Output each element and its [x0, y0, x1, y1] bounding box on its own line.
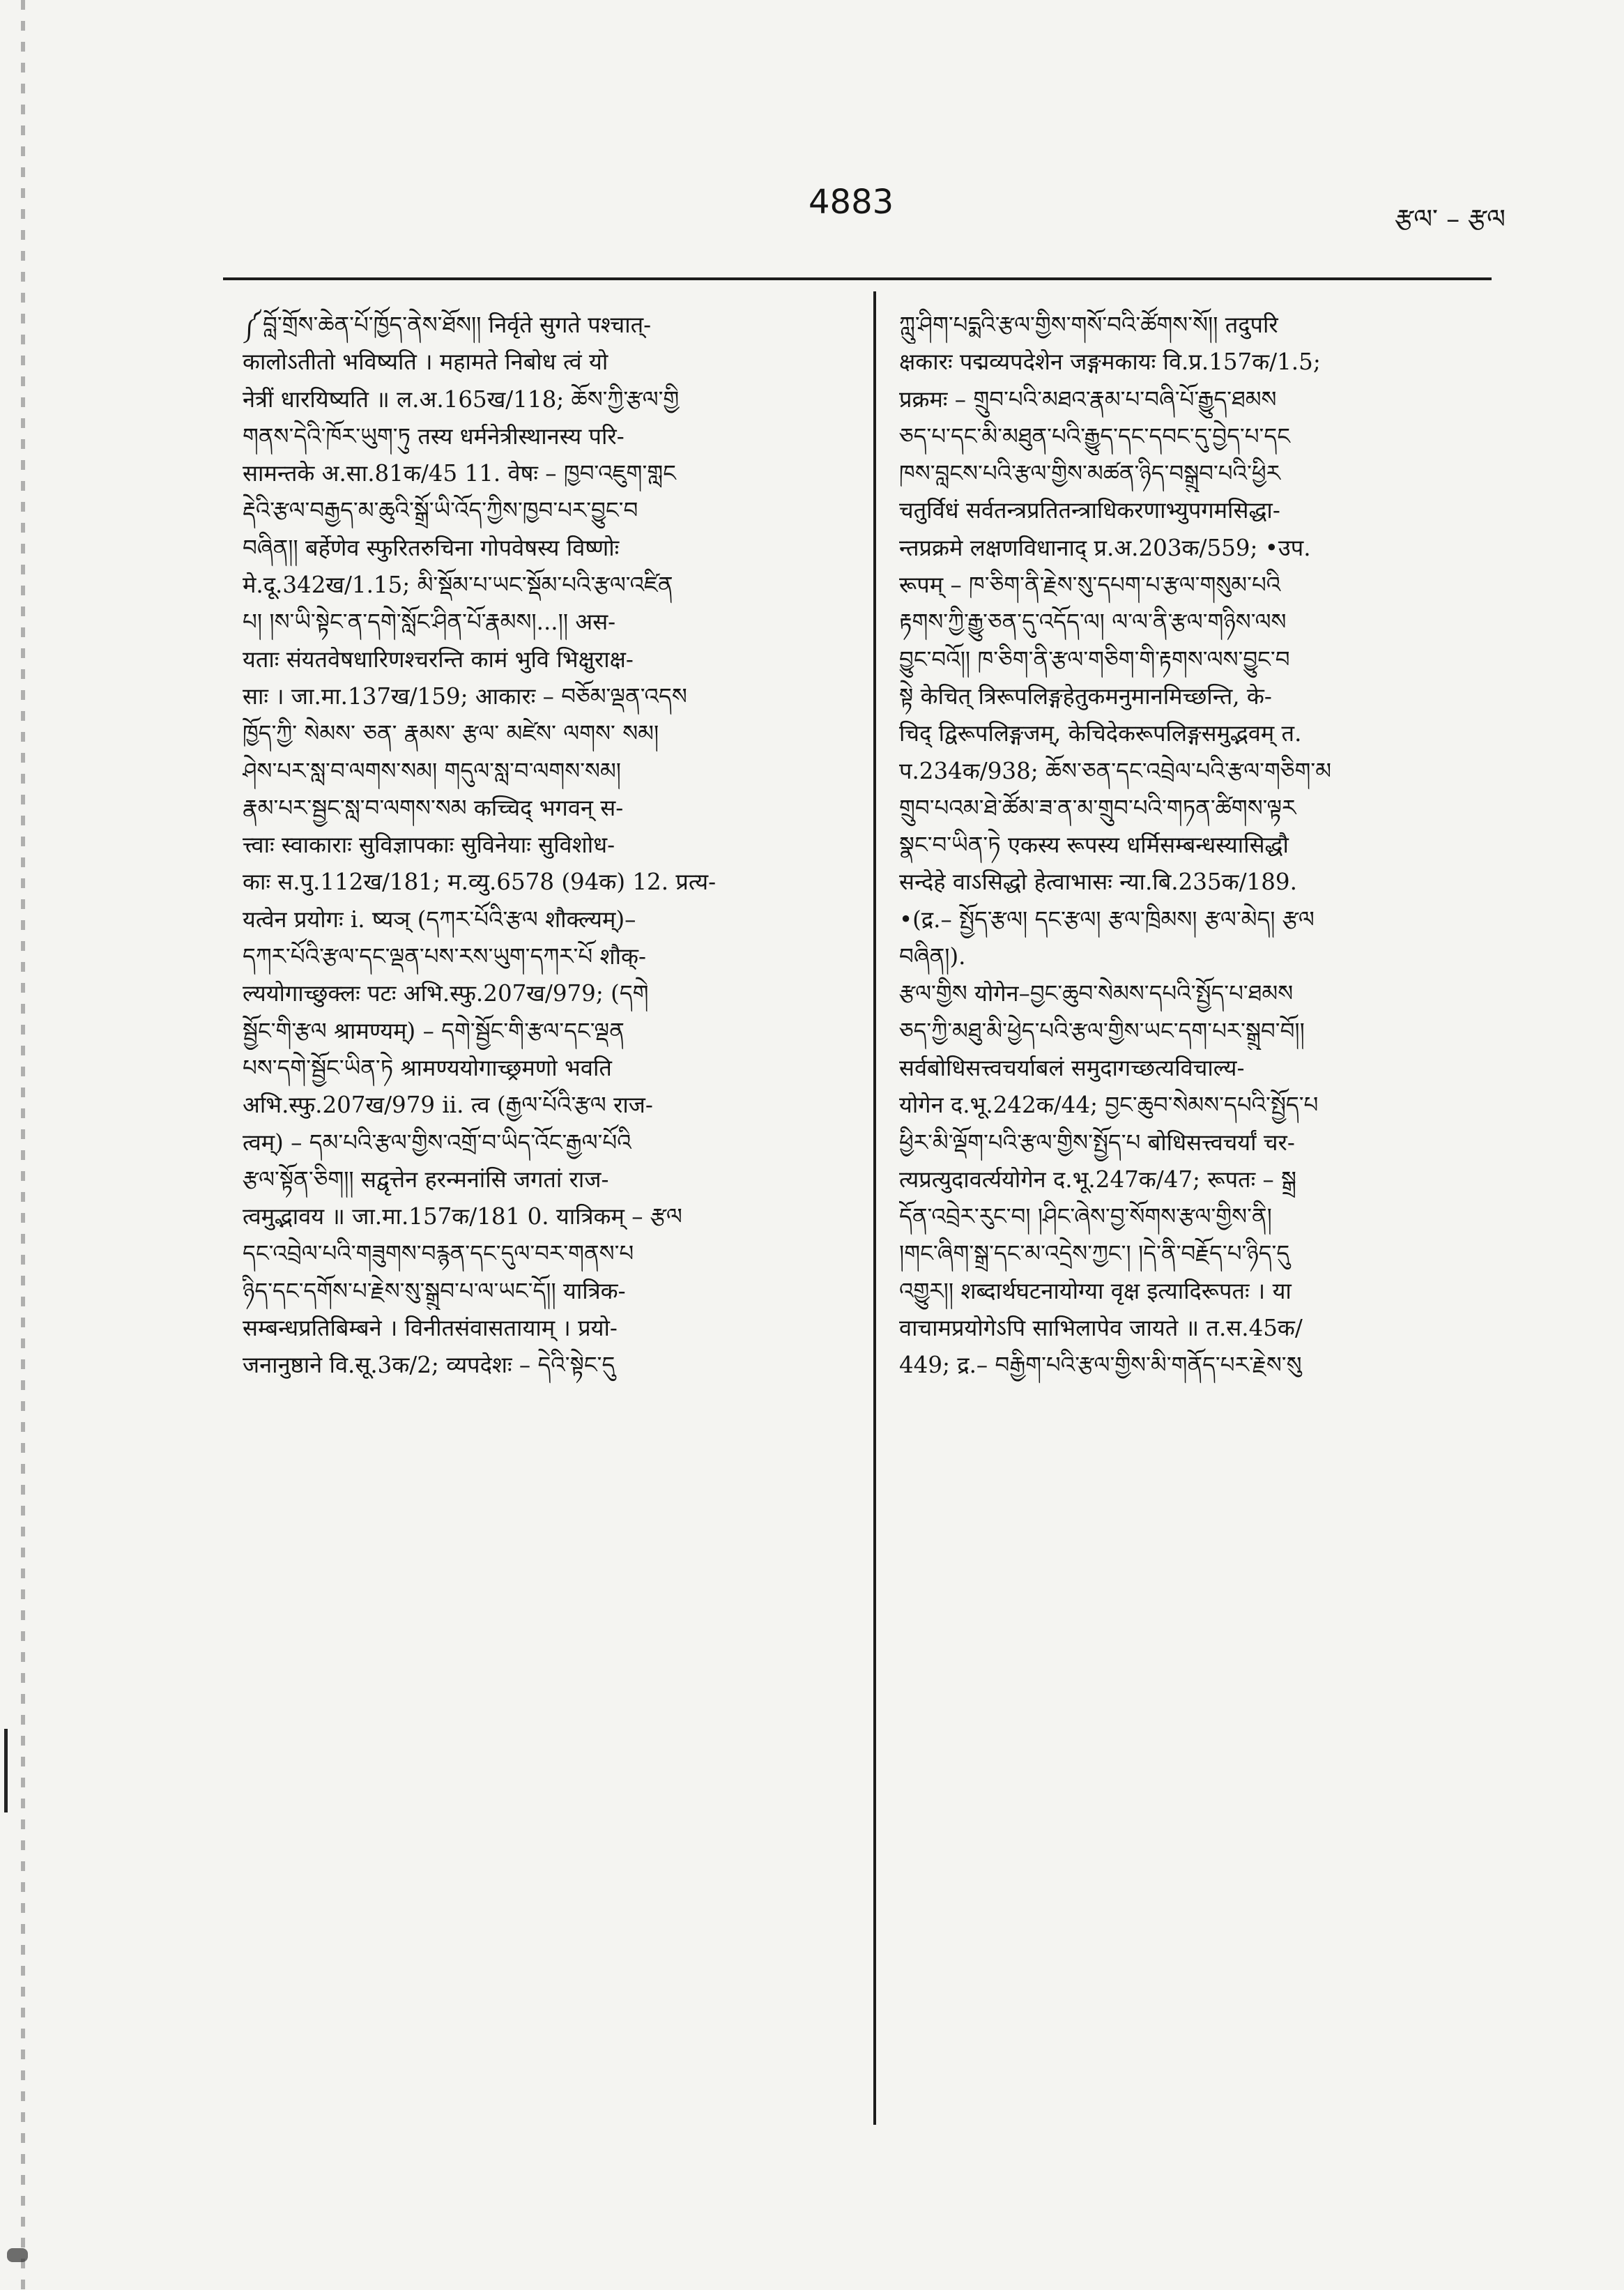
text-line: རྩལ་སྟོན་ཅིག།། सद्वृत्तेन हरन्मनांसि जगतां राज- — [243, 1166, 609, 1193]
running-head: རྩལ་ – རྩལ — [1395, 204, 1506, 234]
text-line: सामन्तके अ.सा.81क/45 11. वेषः – ཁྱབ་འཇུག་གླང — [243, 460, 676, 487]
text-line: ༼བློ་གྲོས་ཆེན་པོ་ཁྱོད་ནེས་ཐོས།། निर्वृते सुगते पश्चात्- — [243, 312, 652, 338]
text-line: རྩལ་གྱིས योगेन–བྱང་ཆུབ་སེམས་དཔའི་སྤྱོད་པ་ཐམས — [899, 980, 1294, 1007]
text-line: सन्देहे वाऽसिद्धो हेत्वाभासः न्या.बि.235क/189. — [899, 869, 1297, 896]
right-column — [899, 307, 1495, 2133]
text-line: གྲུབ་པའམ་ཐེ་ཚོམ་ཟ་ན་མ་གྲུབ་པའི་གཏན་ཚིགས་ལྟར — [899, 794, 1296, 821]
text-line: བཞིན།). — [899, 943, 966, 970]
text-line: པས་དགེ་སྦྱོང་ཡིན་ཏེ श्रामण्ययोगाच्छ्रमणो भवति — [243, 1054, 612, 1081]
text-line: དཀར་པོའི་རྩལ་དང་ལྡན་པས་རས་ཡུག་དཀར་པོ शौक्- — [243, 943, 646, 970]
text-line: त्त्वाः स्वाकाराः सुविज्ञापकाः सुविनेयाः सुविशोध- — [243, 832, 615, 859]
text-line: योगेन द.भू.242क/44; བྱང་ཆུབ་སེམས་དཔའི་སྤྱོད་པ — [899, 1092, 1319, 1119]
text-line: སྟེ केचित् त्रिरूपलिङ्गहेतुकमनुमानमिच्छन्ति, के- — [899, 682, 1272, 710]
text-line: रूपम् – ཁ་ཅིག་ནི་རྗེས་སུ་དཔག་པ་རྩལ་གསུམ་པའི — [899, 572, 1281, 599]
scan-edge — [21, 0, 25, 2290]
text-line: 449; द्र.– བརྒྱིག་པའི་རྩལ་གྱིས་མི་གནོད་པར་རྗེས་སུ — [899, 1352, 1302, 1379]
text-line: वाचामप्रयोगेऽपि साभिलापेव जायते ॥ त.स.45क/ — [899, 1315, 1303, 1342]
text-line: བཞིན།། बर्हेणेव स्फुरितरुचिना गोपवेषस्य विष्णोः — [243, 534, 620, 561]
text-line: པ། །ས་ཡི་སྟེང་ན་དགེ་སློང་ཤིན་པོ་རྣམས།...།། अस- — [243, 609, 616, 636]
text-line: अभि.स्फु.207ख/979 ii. त्व (རྒྱལ་པོའི་རྩལ राज- — [243, 1092, 653, 1119]
text-line: मे.दू.342ख/1.15; མི་སྡོམ་པ་ཡང་སྡོམ་པའི་རྩལ་འཛིན — [243, 572, 673, 599]
text-line: साः । जा.मा.137ख/159; आकारः – བཅོམ་ལྡན་འདས — [243, 682, 687, 710]
text-line: འགྱུར།། शब्दार्थघटनायोग्या वृक्ष इत्यादिरूपतः । या — [899, 1277, 1292, 1304]
text-line: དང་འབྲེལ་པའི་གཟུགས་བརྙན་དང་དུལ་བར་གནས་པ — [243, 1240, 634, 1267]
column-divider — [873, 291, 876, 2125]
text-line: •(द्र.– སྤྱོད་རྩལ། དང་རྩལ། རྩལ་ཁྲིམས། རྩལ་མེད། རྩལ — [899, 906, 1315, 933]
scan-smudge — [7, 2248, 28, 2262]
left-column — [243, 307, 838, 2119]
text-line: सर्वबोधिसत्त्वचर्याबलं समुदागच्छत्यविचाल्य- — [899, 1054, 1245, 1081]
text-line: प्रक्रमः – གྲུབ་པའི་མཐའ་རྣམ་པ་བཞི་པོ་རྒྱུད་ཐམས — [899, 386, 1277, 413]
text-line: नेत्रीं धारयिष्यति ॥ ल.अ.165ख/118; ཆོས་ཀྱི་རྩལ་གྱི — [243, 386, 680, 413]
text-line: चिद् द्विरूपलिङ्गजम्, केचिदेकरूपलिङ्गसमुद्भवम् त. — [899, 720, 1302, 747]
text-line: སྣང་བ་ཡིན་ཏེ एकस्य रूपस्य धर्मिसम्बन्धस्यासिद्धौ — [899, 832, 1289, 859]
text-line: त्यप्रत्युदावर्त्ययोगेन द.भू.247क/47; रूपतः – སྒྲ — [899, 1166, 1296, 1193]
text-line: त्वम्) – དམ་པའི་རྩལ་གྱིས་འགྲོ་བ་ཡིད་འོང་རྒྱལ་པོའི — [243, 1129, 631, 1156]
text-line: སྦྱོང་གི་རྩལ श्रामण्यम्) – དགེ་སྦྱོང་གི་རྩལ་དང་ལྡན — [243, 1017, 625, 1044]
text-line: ཁས་བླངས་པའི་རྩལ་གྱིས་མཚན་ཉིད་བསྒྲུབ་པའི་ཕྱིར — [899, 460, 1281, 487]
text-line: ཀླུ་ཤིག་པདྨའི་རྩལ་གྱིས་གསོ་བའི་ཚོགས་སོ།། तदुपरि — [899, 312, 1278, 338]
text-line: यताः संयतवेषधारिणश्चरन्ति कामं भुवि भिक्षुराक्ष- — [243, 646, 634, 673]
text-line: काः स.पु.112ख/181; म.व्यु.6578 (94क) 12. प्रत्य- — [243, 869, 717, 896]
text-line: །གང་ཞིག་སྒྲ་དང་མ་འདྲེས་ཀྱང་། །དེ་ནི་བརྗོད་པ་ཉིད་དུ — [899, 1240, 1290, 1267]
scan-mark — [4, 1729, 8, 1812]
text-line: न्तप्रक्रमे लक्षणविधानाद् प्र.अ.203क/559; •उप. — [899, 534, 1311, 561]
text-line: ཅད་པ་དང་མི་མཐུན་པའི་རྒྱུད་དང་དབང་དུ་བྱེད་པ་དང — [899, 422, 1290, 450]
page-number: 4883 — [809, 183, 894, 222]
text-line: चतुर्विधं सर्वतन्त्रप्रतितन्त्राधिकरणाभ्युपगमसिद्धा- — [899, 497, 1280, 524]
header-rule — [223, 277, 1492, 280]
text-line: ཤེས་པར་སླ་བ་ལགས་སམ། གདུལ་སླ་བ་ལགས་སམ། — [243, 757, 622, 784]
text-line: कालोऽतीतो भविष्यति । महामते निबोध त्वं यो — [243, 349, 608, 376]
text-line: प.234क/938; ཆོས་ཅན་དང་འབྲེལ་པའི་རྩལ་གཅིག་མ — [899, 757, 1332, 784]
text-line: དོན་འབྲེར་རུང་བ། །ཤིང་ཞེས་བྱ་སོགས་རྩལ་གྱིས་ནི། — [899, 1203, 1272, 1230]
text-line: ཉིད་དང་དགོས་པ་རྗེས་སུ་སྒྲུབ་པ་ལ་ཡང་དོ།། यात्रिक- — [243, 1277, 626, 1304]
text-line: ल्ययोगाच्छुक्लः पटः अभि.स्फु.207ख/979; (དགེ — [243, 980, 649, 1007]
text-line: གནས་དེའི་ཁོར་ཡུག་ཏུ तस्य धर्मनेत्रीस्थानस्य परि- — [243, 422, 625, 450]
text-line: क्षकारः पद्मव्यपदेशेन जङ्गमकायः वि.प्र.157क/1.5; — [899, 349, 1321, 376]
text-line: རྣམ་པར་སྦྱང་སླ་བ་ལགས་སམ कच्चिद् भगवन् स- — [243, 794, 624, 821]
text-line: རྡེའི་རྩལ་བརྒྱད་མ་ཆུའི་སྒྲོ་ཡི་འོད་ཀྱིས་ཁྱབ་པར་བྱུང་བ — [243, 497, 638, 524]
text-line: རྟགས་ཀྱི་རྒྱུ་ཅན་དུ་འདོད་ལ། ལ་ལ་ནི་རྩལ་གཉིས་ལས — [899, 609, 1287, 636]
text-line: यत्वेन प्रयोगः i. ष्यञ् (དཀར་པོའི་རྩལ शौक्ल्यम्)– — [243, 906, 636, 933]
text-line: བྱུང་བའོ།། ཁ་ཅིག་ནི་རྩལ་གཅིག་གི་རྟགས་ལས་བྱུང་བ — [899, 646, 1290, 673]
text-line: ཅད་ཀྱི་མཐུ་མི་ཕྱེད་པའི་རྩལ་གྱིས་ཡང་དག་པར་སྒྲུབ་བོ།། — [899, 1017, 1305, 1044]
text-line: जनानुष्ठाने वि.सू.3क/2; व्यपदेशः – དེའི་སྟེང་དུ — [243, 1352, 615, 1379]
text-line: ཕྱིར་མི་ལྡོག་པའི་རྩལ་གྱིས་སྤྱོད་པ बोधिसत्त्वचर्यां चर- — [899, 1129, 1295, 1156]
text-line: त्वमुद्भावय ॥ जा.मा.157क/181 0. यात्रिकम् – རྩལ — [243, 1203, 682, 1230]
text-line: सम्बन्धप्रतिबिम्बने । विनीतसंवासतायाम् । प्रयो- — [243, 1315, 618, 1342]
text-line: ཁྱོད་ཀྱི་ སེམས་ ཅན་ རྣམས་ རྩལ་ མཛེས་ ལགས་ སམ། — [243, 720, 659, 747]
